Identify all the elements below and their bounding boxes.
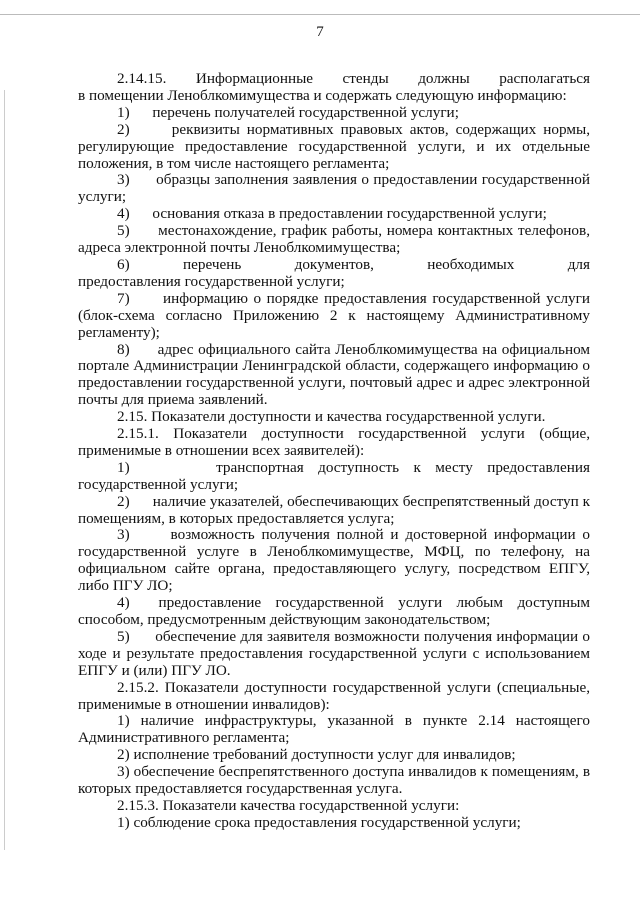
list-item: 2) исполнение требований доступности услуг для инвалидов; [117, 746, 516, 764]
list-item: 5) местонахождение, график работы, номера контактных телефонов, адреса электронной почты Леноблкомимущества; [78, 222, 594, 257]
page-number: 7 [316, 24, 324, 40]
list-item: 3) возможность получения полной и достоверной информации о государственной услуге в Леноблкомимуществе, МФЦ, по телефону, на официальном сайте органа, предоставляющего услугу, посредством ЕПГУ, либо ПГУ ЛО; [78, 526, 594, 595]
list-item: 1) наличие инфраструктуры, указанной в пункте 2.14 настоящего Административного регламента; [78, 712, 594, 747]
list-item: 1) соблюдение срока предоставления государственной услуги; [117, 813, 521, 831]
list-item: 2) реквизиты нормативных правовых актов, содержащих нормы, регулирующие предоставление государственной услуги, и их отдельные положения, в том числе настоящего регламента; [78, 120, 594, 172]
list-item: 3) обеспечение беспрепятственного доступа инвалидов к помещениям, в которых предоставляется государственная услуга. [78, 763, 594, 798]
page-left-edge [4, 90, 5, 850]
list-item: 3) образцы заполнения заявления о предоставлении государственной услуги; [78, 171, 594, 206]
document-body [78, 70, 613, 832]
list-item: 4) основания отказа в предоставлении государственной услуги; [117, 205, 547, 223]
list-item: 1) транспортная доступность к месту предоставления государственной услуги; [78, 458, 594, 493]
paragraph-2-14-15: 2.14.15. Информационные стенды должны располагаться в помещении Леноблкомимущества и содержать следующую информацию: [78, 70, 613, 104]
list-item: 2) наличие указателей, обеспечивающих беспрепятственный доступ к помещениям, в которых предоставляется услуга; [78, 492, 594, 527]
paragraph-2-15-1: 2.15.1. Показатели доступности государственной услуги (общие, применимые в отношении всех заявителей): [78, 425, 594, 459]
list-item: 8) адрес официального сайта Леноблкомимущества на официальном портале Администрации Ленинградской области, содержащего информацию о предоставлении государственной услуги, почтовый адрес и адрес электронной почты для приема заявлений. [78, 340, 594, 409]
section-heading-2-15: 2.15. Показатели доступности и качества государственной услуги. [117, 408, 546, 426]
paragraph-2-15-3: 2.15.3. Показатели качества государственной услуги: [117, 796, 460, 814]
page-top-edge [0, 14, 640, 15]
list-item: 6) перечень документов, необходимых для предоставления государственной услуги; [78, 255, 613, 290]
list-item: 5) обеспечение для заявителя возможности получения информации о ходе и результате предоставления государственной услуги с использованием ЕПГУ и (или) ПГУ ЛО. [78, 627, 594, 679]
list-item: 7) информацию о порядке предоставления государственной услуги (блок-схема согласно Приложению 2 к настоящему Административному регламенту); [78, 289, 594, 341]
paragraph-2-15-2: 2.15.2. Показатели доступности государственной услуги (специальные, применимые в отношении инвалидов): [78, 678, 594, 713]
list-item: 1) перечень получателей государственной услуги; [117, 103, 459, 121]
list-item: 4) предоставление государственной услуги любым доступным способом, предусмотренным действующим законодательством; [78, 594, 594, 628]
